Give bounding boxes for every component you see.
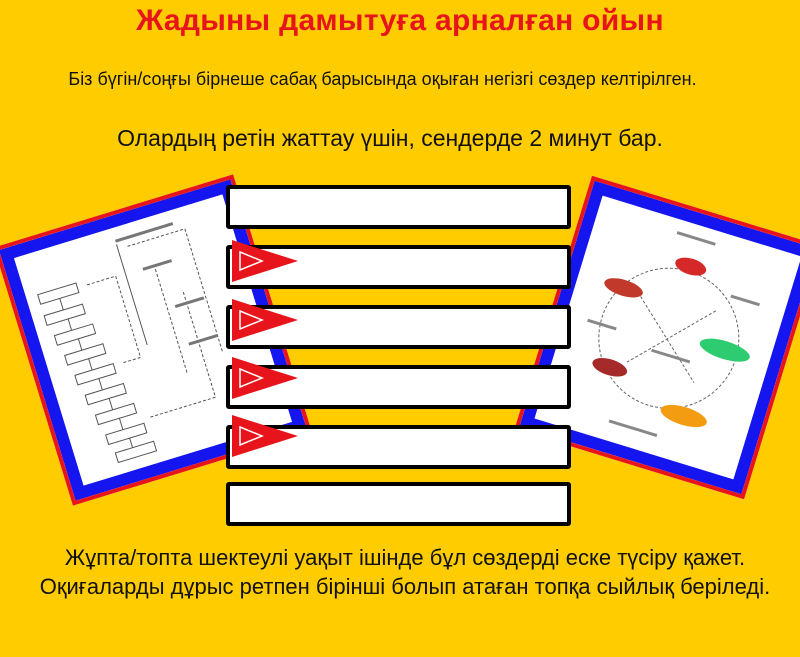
- red-triangle-flag-icon: [230, 355, 300, 401]
- intro-text: Біз бүгін/соңғы бірнеше сабақ барысында оқыған негізгі сөздер келтірілген.: [68, 69, 697, 89]
- answer-slot-1[interactable]: [226, 185, 571, 229]
- red-triangle-flag-icon: [230, 238, 300, 284]
- slide-title: Жадыны дамытуға арналған ойын: [136, 4, 664, 37]
- footer-text: Жұпта/топта шектеулі уақыт ішінде бұл сөздерді еске түсіру қажет. Оқиғаларды дұрыс ретпен бірінші болып атаған топқа сыйлық беріледі.: [39, 545, 771, 599]
- instruction-text: Олардың ретін жаттау үшін, сендерде 2 минут бар.: [117, 125, 663, 151]
- red-triangle-flag-icon: [230, 297, 300, 343]
- answer-slot-6[interactable]: [226, 482, 571, 526]
- red-triangle-flag-icon: [230, 413, 300, 459]
